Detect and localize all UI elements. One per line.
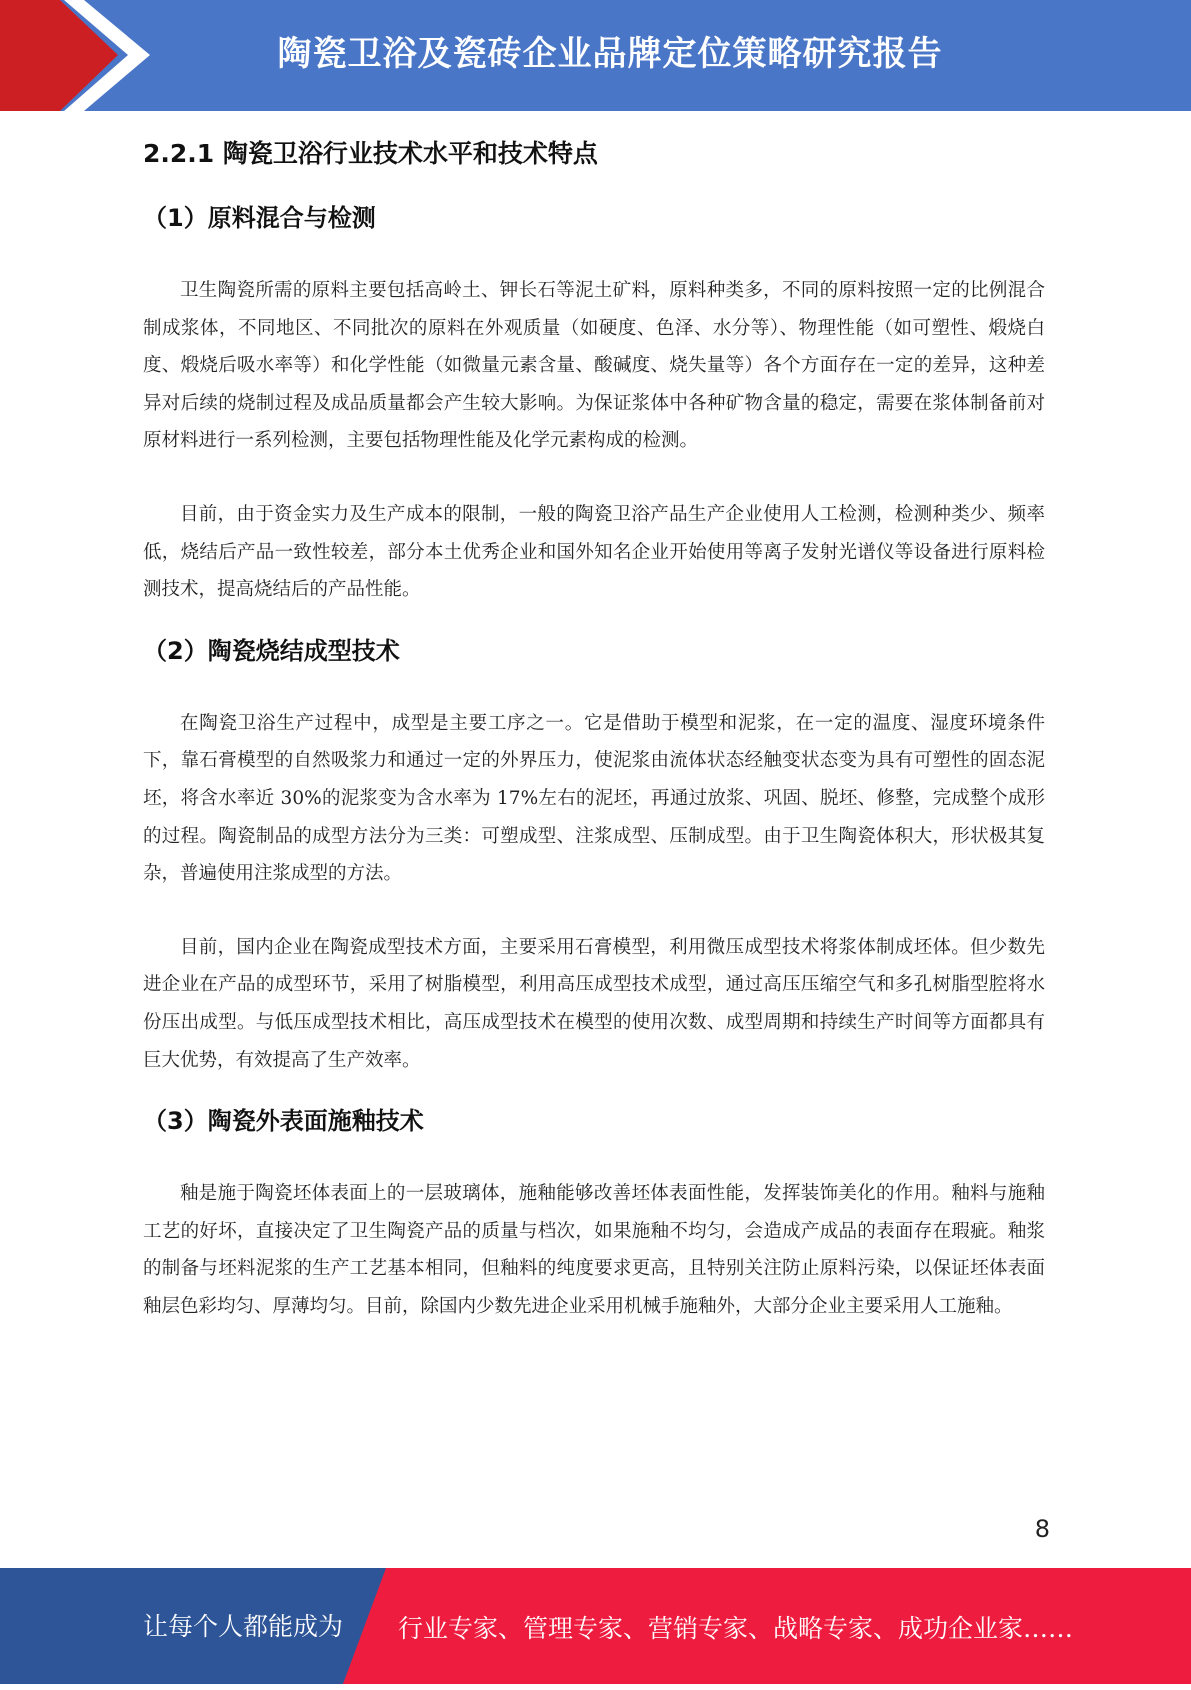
paragraph: 在陶瓷卫浴生产过程中，成型是主要工序之一。它是借助于模型和泥浆，在一定的温度、湿度环境条件下，靠石膏模型的自然吸浆力和通过一定的外界压力，使泥浆由流体状态经触变状态变为具有可塑性的固态泥坯，将含水率近 30%的泥浆变为含水率为 17%左右的泥坯，再通过放浆、巩固、脱坯、修整，完成整个成形的过程。陶瓷制品的成型方法分为三类：可塑成型、注浆成型、压制成型。由于卫生陶瓷体积大，形状极其复杂，普遍使用注浆成型的方法。 [143, 712, 1045, 885]
header-arrow-decoration [0, 0, 160, 111]
paragraph: 卫生陶瓷所需的原料主要包括高岭土、钾长石等泥土矿料，原料种类多，不同的原料按照一定的比例混合制成浆体，不同地区、不同批次的原料在外观质量（如硬度、色泽、水分等）、物理性能（如可塑性、煅烧白度、煅烧后吸水率等）和化学性能（如微量元素含量、酸碱度、烧失量等）各个方面存在一定的差异，这种差异对后续的烧制过程及成品质量都会产生较大影响。为保证浆体中各种矿物含量的稳定，需要在浆体制备前对原材料进行一系列检测，主要包括物理性能及化学元素构成的检测。 [143, 280, 1045, 452]
subsection-title-1: （1）原料混合与检测 [143, 204, 376, 232]
page-header [0, 0, 1191, 111]
footer-slogan-left: 让每个人都能成为 [143, 1612, 344, 1641]
page-number: 8 [1034, 1515, 1050, 1543]
report-title: 陶瓷卫浴及瓷砖企业品牌定位策略研究报告 [277, 34, 943, 74]
paragraph: 釉是施于陶瓷坯体表面上的一层玻璃体，施釉能够改善坯体表面性能，发挥装饰美化的作用。釉料与施釉工艺的好坏，直接决定了卫生陶瓷产品的质量与档次，如果施釉不均匀，会造成产成品的表面存在瑕疵。釉浆的制备与坯料泥浆的生产工艺基本相同，但釉料的纯度要求更高，且特别关注防止原料污染，以保证坯体表面釉层色彩均匀、厚薄均匀。目前，除国内少数先进企业采用机械手施釉外，大部分企业主要采用人工施釉。 [143, 1183, 1045, 1317]
main-content [143, 126, 1045, 1325]
paragraph: 目前，国内企业在陶瓷成型技术方面，主要采用石膏模型，利用微压成型技术将浆体制成坯体。但少数先进企业在产品的成型环节，采用了树脂模型，利用高压成型技术成型，通过高压压缩空气和多孔树脂型腔将水份压出成型。与低压成型技术相比，高压成型技术在模型的使用次数、成型周期和持续生产时间等方面都具有巨大优势，有效提高了生产效率。 [143, 936, 1045, 1071]
subsection-title-3: （3）陶瓷外表面施釉技术 [143, 1107, 424, 1136]
footer-slogan-right: 行业专家、管理专家、营销专家、战略专家、成功企业家…… [398, 1614, 1074, 1643]
section-title: 2.2.1 陶瓷卫浴行业技术水平和技术特点 [143, 139, 598, 168]
paragraph: 目前，由于资金实力及生产成本的限制，一般的陶瓷卫浴产品生产企业使用人工检测，检测种类少、频率低，烧结后产品一致性较差，部分本土优秀企业和国外知名企业开始使用等离子发射光谱仪等设备进行原料检测技术，提高烧结后的产品性能。 [143, 503, 1045, 601]
subsection-title-2: （2）陶瓷烧结成型技术 [143, 636, 400, 665]
page-footer [0, 1568, 1191, 1684]
